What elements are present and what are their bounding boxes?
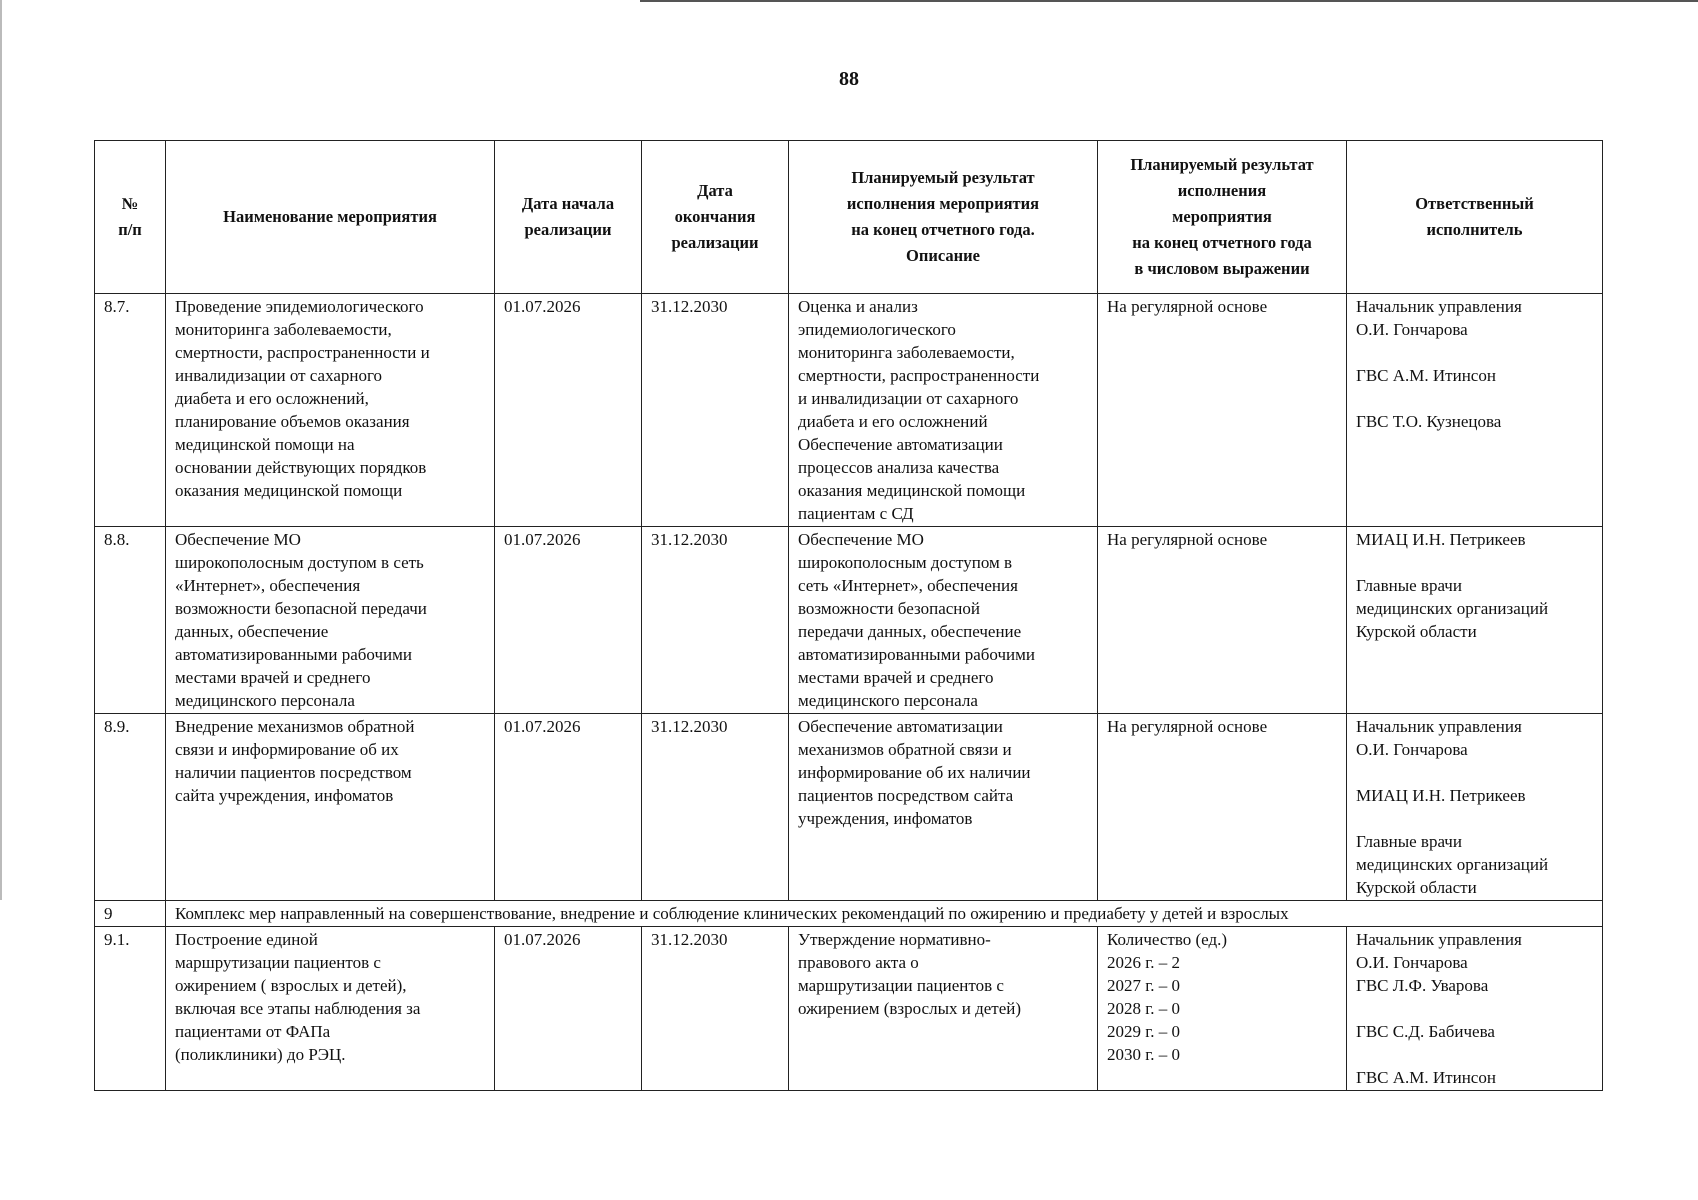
row-start-date: 01.07.2026 — [495, 294, 642, 527]
row-result-numeric: На регулярной основе — [1098, 294, 1347, 527]
section-row — [95, 901, 1603, 927]
responsible-entry: ГВС Т.О. Кузнецова — [1356, 412, 1502, 431]
header-result-description: Планируемый результат исполнения мероприятия на конец отчетного года. Описание — [789, 141, 1098, 294]
row-responsible — [1347, 294, 1603, 527]
row-result-description: Оценка и анализ эпидемиологического мониторинга заболеваемости, смертности, распространенности и инвалидизации от сахарного диабета и его осложнений Обеспечение автоматизации процессов анализа качества оказания медицинской помощи пациентам с СД — [789, 294, 1098, 527]
responsible-entry: Начальник управления О.И. Гончарова — [1356, 717, 1522, 759]
row-result-numeric: На регулярной основе — [1098, 527, 1347, 714]
row-num: 8.7. — [95, 294, 166, 527]
header-name: Наименование мероприятия — [166, 141, 495, 294]
row-num: 8.9. — [95, 714, 166, 901]
row-num: 8.8. — [95, 527, 166, 714]
responsible-entry: Начальник управления О.И. Гончарова — [1356, 297, 1522, 339]
row-start-date: 01.07.2026 — [495, 927, 642, 1091]
row-result-description: Утверждение нормативно- правового акта о маршрутизации пациентов с ожирением (взрослых и детей) — [789, 927, 1098, 1091]
responsible-entry: ГВС С.Д. Бабичева — [1356, 1022, 1495, 1041]
row-name: Проведение эпидемиологического мониторинга заболеваемости, смертности, распространенности и инвалидизации от сахарного диабета и его осложнений, планирование объемов оказания медицинской помощи на основании действующих порядков оказания медицинской помощи — [166, 294, 495, 527]
row-responsible — [1347, 527, 1603, 714]
table-row — [95, 527, 1603, 714]
section-title: Комплекс мер направленный на совершенствование, внедрение и соблюдение клинических рекомендаций по ожирению и предиабету у детей и взрослых — [166, 901, 1603, 927]
row-name: Построение единой маршрутизации пациентов с ожирением ( взрослых и детей), включая все этапы наблюдения за пациентами от ФАПа (поликлиники) до РЭЦ. — [166, 927, 495, 1091]
header-result-numeric: Планируемый результат исполнения мероприятия на конец отчетного года в числовом выражении — [1098, 141, 1347, 294]
row-start-date: 01.07.2026 — [495, 527, 642, 714]
table-row — [95, 714, 1603, 901]
section-num: 9 — [95, 901, 166, 927]
responsible-entry: Начальник управления О.И. Гончарова ГВС Л.Ф. Уварова — [1356, 930, 1522, 995]
row-responsible — [1347, 927, 1603, 1091]
row-end-date: 31.12.2030 — [642, 527, 789, 714]
row-name: Обеспечение МО широкополосным доступом в сеть «Интернет», обеспечения возможности безопасной передачи данных, обеспечение автоматизированными рабочими местами врачей и среднего медицинского персонала — [166, 527, 495, 714]
responsible-entry: ГВС А.М. Итинсон — [1356, 366, 1496, 385]
table-row — [95, 927, 1603, 1091]
row-responsible — [1347, 714, 1603, 901]
row-num: 9.1. — [95, 927, 166, 1091]
responsible-entry: МИАЦ И.Н. Петрикеев — [1356, 530, 1526, 549]
row-start-date: 01.07.2026 — [495, 714, 642, 901]
header-num: № п/п — [95, 141, 166, 294]
responsible-entry: ГВС А.М. Итинсон — [1356, 1068, 1496, 1087]
header-end-date: Дата окончания реализации — [642, 141, 789, 294]
row-name: Внедрение механизмов обратной связи и информирование об их наличии пациентов посредством сайта учреждения, инфоматов — [166, 714, 495, 901]
scan-edge-left — [0, 0, 2, 900]
header-responsible: Ответственный исполнитель — [1347, 141, 1603, 294]
responsible-entry: Главные врачи медицинских организаций Курской области — [1356, 576, 1549, 641]
row-result-description: Обеспечение автоматизации механизмов обратной связи и информирование об их наличии пациентов посредством сайта учреждения, инфоматов — [789, 714, 1098, 901]
row-end-date: 31.12.2030 — [642, 927, 789, 1091]
scan-edge-top — [640, 0, 1698, 2]
table-row — [95, 294, 1603, 527]
activities-table — [94, 140, 1603, 1091]
row-result-numeric: Количество (ед.) 2026 г. – 2 2027 г. – 0 2028 г. – 0 2029 г. – 0 2030 г. – 0 — [1098, 927, 1347, 1091]
row-end-date: 31.12.2030 — [642, 294, 789, 527]
page-number: 88 — [839, 68, 859, 90]
responsible-entry: Главные врачи медицинских организаций Курской области — [1356, 832, 1549, 897]
row-end-date: 31.12.2030 — [642, 714, 789, 901]
responsible-entry: МИАЦ И.Н. Петрикеев — [1356, 786, 1526, 805]
table-header-row — [95, 141, 1603, 294]
row-result-numeric: На регулярной основе — [1098, 714, 1347, 901]
header-start-date: Дата начала реализации — [495, 141, 642, 294]
row-result-description: Обеспечение МО широкополосным доступом в сеть «Интернет», обеспечения возможности безопасной передачи данных, обеспечение автоматизированными рабочими местами врачей и среднего медицинского персонала — [789, 527, 1098, 714]
